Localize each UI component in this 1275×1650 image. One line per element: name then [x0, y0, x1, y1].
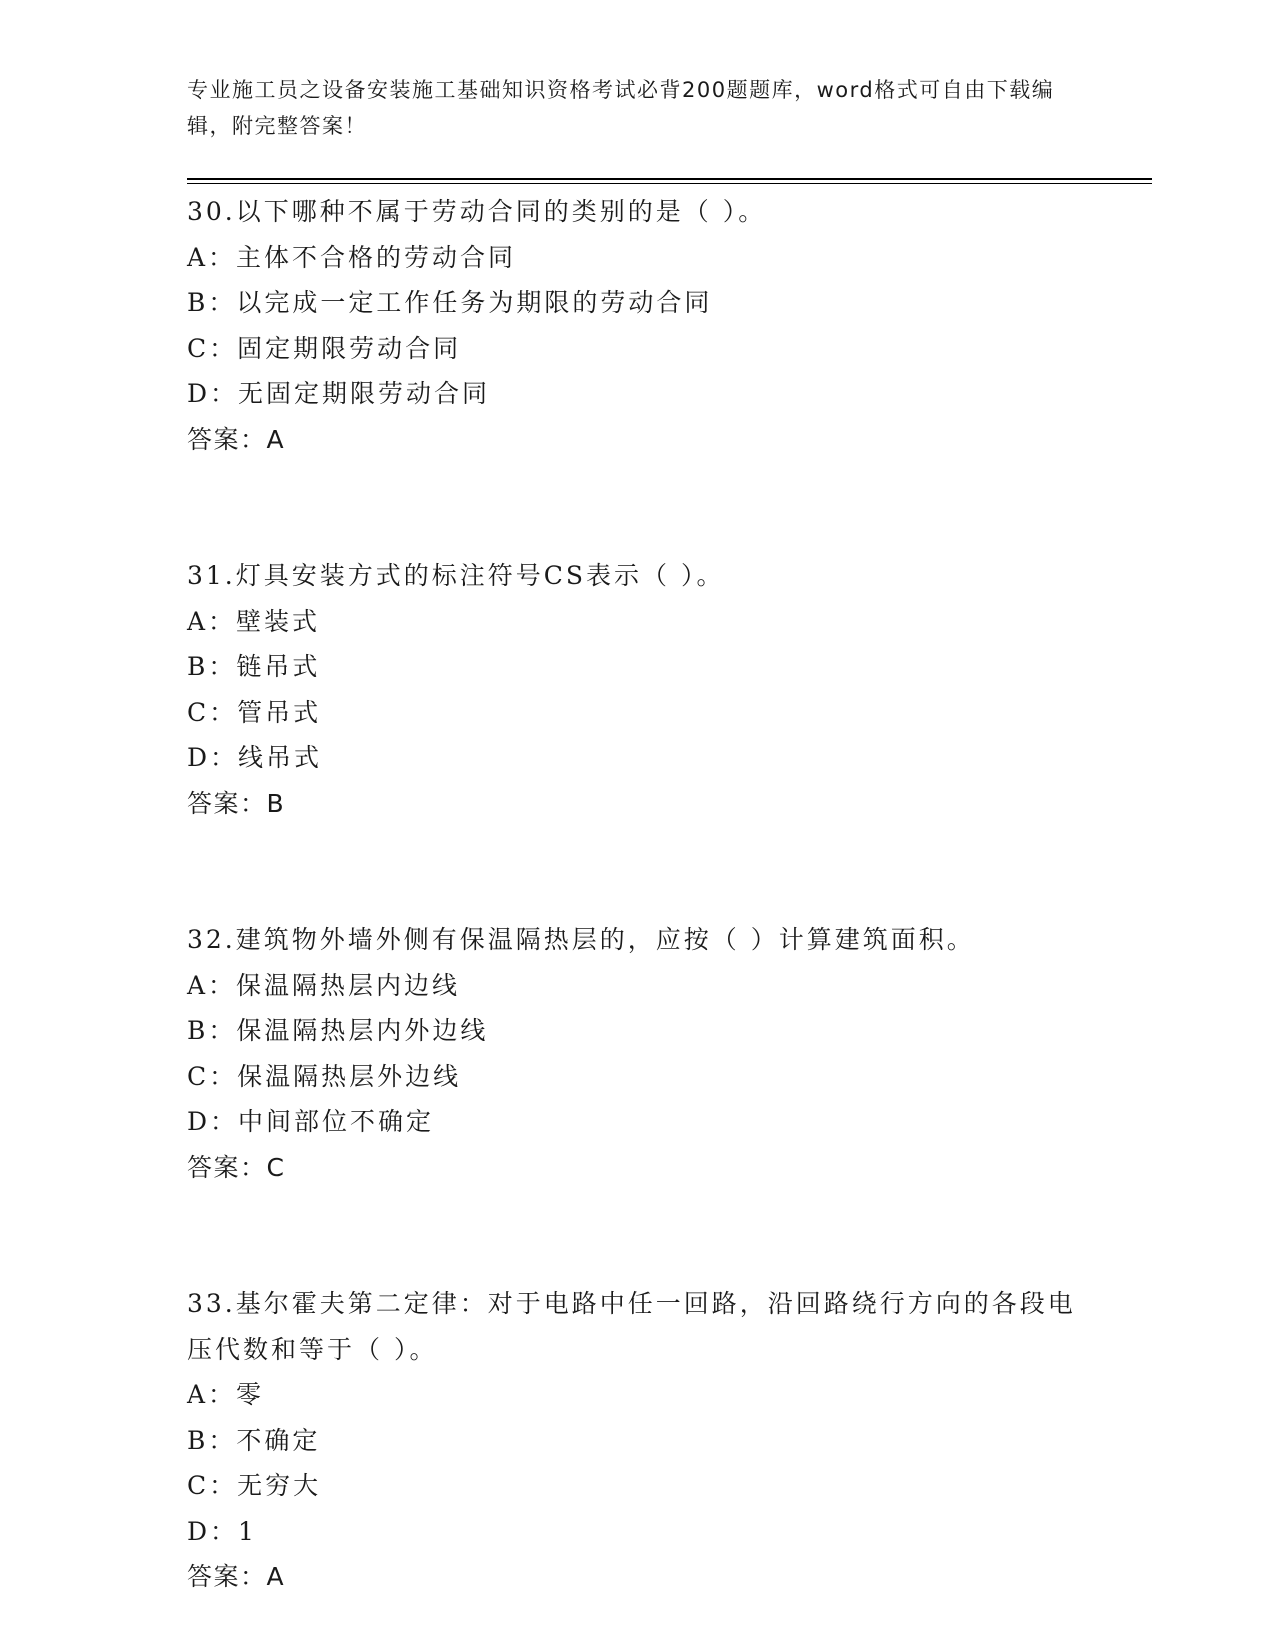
- option-c: C：无穷大: [187, 1471, 322, 1500]
- option-a: A：零: [187, 1380, 265, 1409]
- option-b: B：保温隔热层内外边线: [187, 1016, 489, 1045]
- header-divider-thick: [187, 178, 1152, 180]
- header-divider-thin: [187, 183, 1152, 184]
- question-33: [187, 1281, 1087, 1600]
- question-title: 33.基尔霍夫第二定律：对于电路中任一回路，沿回路绕行方向的各段电压代数和等于（ ）。: [187, 1289, 1076, 1364]
- option-c: C：管吊式: [187, 697, 322, 727]
- question-32: [187, 917, 1087, 1190]
- question-31: [187, 553, 1087, 826]
- option-d: D：1: [187, 1516, 257, 1546]
- spacer: [187, 1190, 1087, 1281]
- document-header: 专业施工员之设备安装施工基础知识资格考试必背200题题库，word格式可自由下载编辑，附完整答案！: [187, 78, 1055, 138]
- option-b: B：链吊式: [187, 652, 321, 681]
- option-c: C：固定期限劳动合同: [187, 333, 462, 363]
- answer: 答案：C: [187, 1152, 286, 1182]
- option-d: D：中间部位不确定: [187, 1107, 435, 1136]
- option-a: A：主体不合格的劳动合同: [187, 242, 517, 272]
- option-d: D：线吊式: [187, 743, 323, 772]
- option-b: B：以完成一定工作任务为期限的劳动合同: [187, 288, 713, 317]
- spacer: [187, 462, 1087, 553]
- answer: 答案：A: [187, 424, 286, 454]
- option-c: C：保温隔热层外边线: [187, 1061, 462, 1091]
- question-list: [187, 189, 1087, 1600]
- answer: 答案：B: [187, 788, 286, 818]
- option-b: B：不确定: [187, 1425, 321, 1455]
- option-a: A：保温隔热层内边线: [187, 970, 461, 1000]
- spacer: [187, 826, 1087, 917]
- option-d: D：无固定期限劳动合同: [187, 379, 491, 408]
- option-a: A：壁装式: [187, 606, 321, 636]
- question-title: 31.灯具安装方式的标注符号CS表示（ ）。: [187, 561, 725, 590]
- question-30: [187, 189, 1087, 462]
- question-title: 32.建筑物外墙外侧有保温隔热层的，应按（ ）计算建筑面积。: [187, 925, 975, 954]
- answer: 答案：A: [187, 1562, 286, 1591]
- question-title: 30.以下哪种不属于劳动合同的类别的是（ ）。: [187, 197, 767, 226]
